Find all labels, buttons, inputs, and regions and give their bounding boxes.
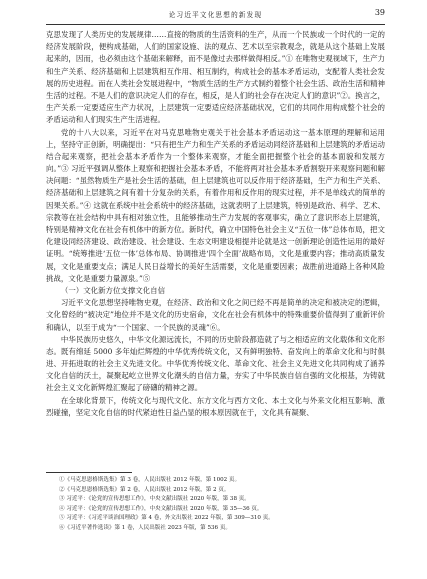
body-text	[46, 29, 385, 419]
footnote: ⑥《习近平著作选读》第 1 卷，人民出版社 2023 年版，第 536 页。	[59, 524, 231, 531]
footnote: ②《马克思恩格斯选集》第 2 卷，人民出版社 2012 年版，第 2 页。	[59, 486, 230, 493]
running-title: 论习近平文化思想的新发现	[168, 11, 263, 19]
section-subheading: （一）文化新方位支撑文化自信	[60, 285, 166, 295]
paragraph-5: 在全球化背景下，传统文化与现代文化、东方文化与西方文化、本土文化与外来文化相互影响、激烈碰撞，坚定文化自信的时代紧迫性日益凸显的根本原因就在于，文化具有凝聚、	[46, 395, 385, 417]
footnote: ④ 习近平：《论党的宣传思想工作》，中央文献出版社 2020 年版，第 35—36 页。	[59, 505, 263, 512]
paragraph-1: 克思发现了人类历史的发展规律……直接的物质的生活资料的生产，从而一个民族或一个时代的一定的经济发展阶段，便构成基础，人们的国家设施、法的观点、艺术以至宗教观念，就是从这个基础上发展起来的，因而，也必须由这个基础来解释，而不是像过去那样做得相反。”① 在唯物史观视域下，生产力和生产关系、经济基础和上层建筑相互作用、相互制约，构成社会的基本矛盾运动，支配着人类社会发展的历史进程。而在人类社会发展进程中，“物质生活的生产方式制约着整个社会生活、政治生活和精神生活的过程。不是人们的意识决定人们的存在，相反，是人们的社会存在决定人们的意识”②。换言之，生产关系一定要适应生产力状况，上层建筑一定要适应经济基础状况，它们的共同作用构成整个社会的矛盾运动和人们现实生产生活进程。	[46, 30, 385, 125]
footnote-divider	[46, 472, 132, 473]
footnote: ③ 习近平：《论党的宣传思想工作》，中央文献出版社 2020 年版，第 38 页。	[59, 496, 250, 503]
footnote: ①《马克思恩格斯选集》第 3 卷，人民出版社 2012 年版，第 1002 页。	[59, 477, 241, 483]
footnote: ⑤ 习近平：《习近平谈治国理政》第 4 卷，外文出版社 2022 年版，第 309—310 页。	[59, 515, 274, 522]
footnotes	[46, 472, 385, 534]
paragraph-2: 党的十八大以来，习近平在对马克思唯物史观关于社会基本矛盾运动这一基本原理的理解和运用上，坚持守正创新，明确提出：“只有把生产力和生产关系的矛盾运动同经济基础和上层建筑的矛盾运动结合起来观察，把社会基本矛盾作为一个整体来观察，才能全面把握整个社会的基本面貌和发展方向。”③ 习近平强调从整体上观察和把握社会基本矛盾，不能将两对社会基本矛盾割裂开来观察问题和解决问题：“虽然物质生产是社会生活的基础，但上层建筑也可以反作用于经济基础，生产力和生产关系、经济基础和上层建筑之间有着十分复杂的关系，有着作用和反作用的现实过程，并不是单线式的简单的因果关系。”④ 这就在系统中社会系统中的经济基础，这就表明了上层建筑，特别是政治、科学、艺术、宗教等在社会结构中具有相对独立性，且能够推动生产力发展的客观事实，确立了意识形态上层建筑，特别是精神文化在社会有机体中的新方位。新时代，确立中国特色社会主义“五位一体”总体布局，把文化建设同经济建设、政治建设、社会建设、生态文明建设相提并论就是这一创新理论创造性运用的最好证明。“统筹推进‘五位一体’总体布局、协调推进‘四个全面’战略布局，文化是重要内容；推动高质量发展，文化是重要支点；满足人民日益增长的美好生活需要，文化是重要因素；战胜前进道路上各种风险挑战，文化是重要力量源泉。”⑤	[46, 127, 385, 283]
paragraph-4: 中华民族历史悠久，中华文化源远流长，不同的历史阶段都造就了与之相适应的文化载体和文化形态。既有绵延 5000 多年灿烂辉煌的中华优秀传统文化，又有鲜明独特、奋发向上的革命文化和与时俱进、开拓进取的社会主义先进文化。中华优秀传统文化、革命文化、社会主义先进文化共同构成了涵养文化自信的沃土，凝聚起屹立世界文化潮头的自信力量，夯实了中华民族自信自强的文化根基，为铸就社会主义文化新辉煌汇聚起了磅礴的精神之源。	[46, 334, 385, 393]
paragraph-3: 习近平文化思想坚持唯物史观，在经济、政治和文化之间已经不再是简单的决定和被决定的逻辑，文化曾经的“被决定”地位并不是文化的历史宿命，文化在社会有机体中的特殊重要价值得到了重新评价和确认，以至于成为“一个国家、一个民族的灵魂”⑥。	[46, 298, 385, 332]
running-header	[46, 8, 385, 25]
page-number: 39	[374, 8, 385, 17]
